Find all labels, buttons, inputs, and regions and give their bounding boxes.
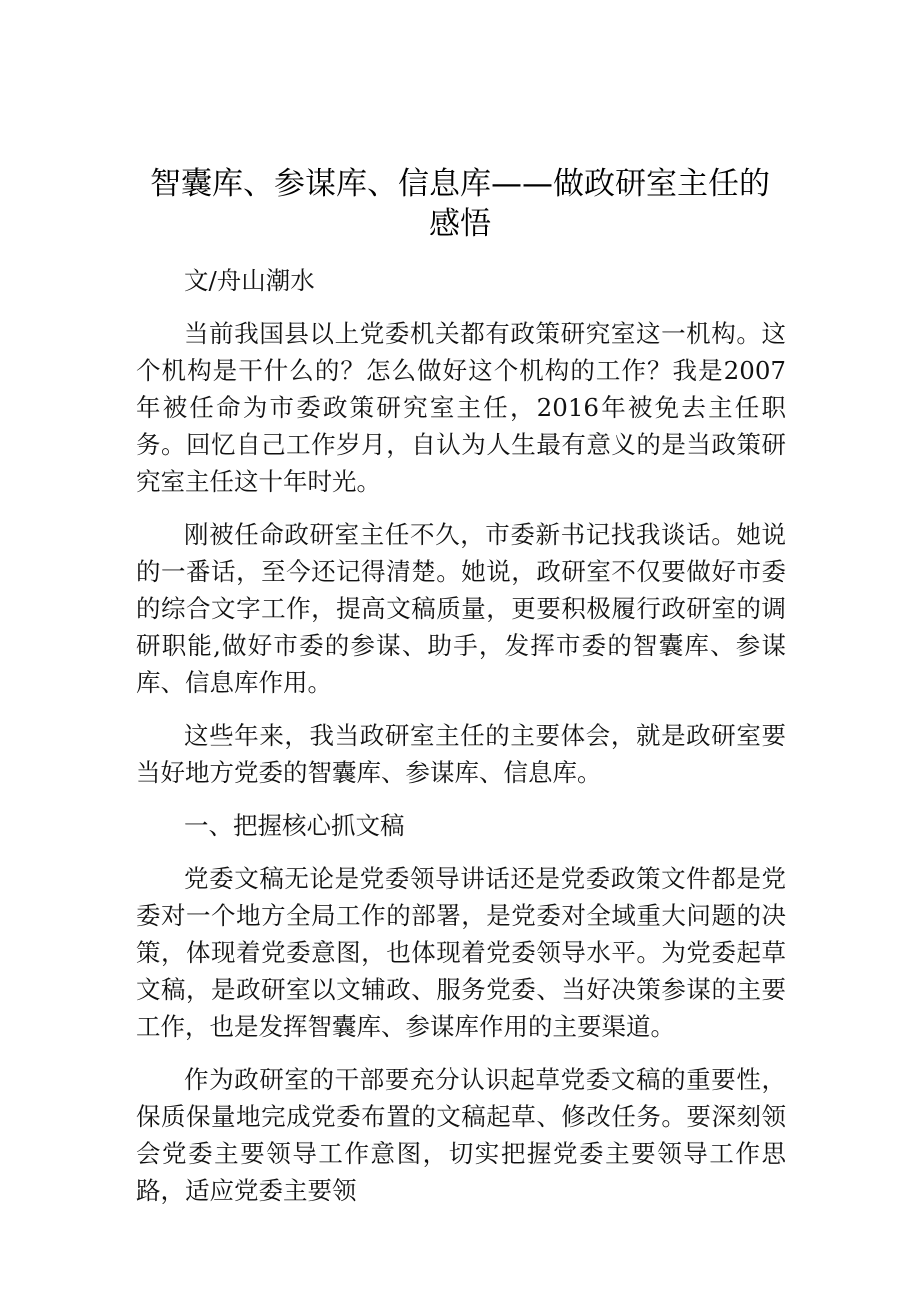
- author-byline: 文/舟山潮水: [184, 266, 315, 295]
- title-line-2: 感悟: [429, 206, 491, 242]
- section-heading-1: 一、把握核心抓文稿: [184, 811, 405, 840]
- paragraph-5: 作为政研室的干部要充分认识起草党委文稿的重要性，保质保量地完成党委布置的文稿起草、修改任务。要深刻领会党委主要领导工作意图，切实把握党委主要领导工作思路，适应党委主要领: [136, 1065, 786, 1205]
- paragraph-4: 党委文稿无论是党委领导讲话还是党委政策文件都是党委对一个地方全局工作的部署，是党委对全域重大问题的决策，体现着党委意图，也体现着党委领导水平。为党委起草文稿，是政研室以文辅政、服务党委、当好决策参谋的主要工作，也是发挥智囊库、参谋库作用的主要渠道。: [136, 864, 786, 1041]
- title-line-1: 智囊库、参谋库、信息库——做政研室主任的: [150, 166, 770, 202]
- paragraph-1: 当前我国县以上党委机关都有政策研究室这一机构。这个机构是干什么的？怎么做好这个机构的工作？我是2007年被任命为市委政策研究室主任，2016年被免去主任职务。回忆自己工作岁月，自认为人生最有意义的是当政策研究室主任这十年时光。: [136, 319, 786, 496]
- paragraph-2: 刚被任命政研室主任不久，市委新书记找我谈话。她说的一番话，至今还记得清楚。她说，政研室不仅要做好市委的综合文字工作，提高文稿质量，更要积极履行政研室的调研职能,做好市委的参谋、助手，发挥市委的智囊库、参谋库、信息库作用。: [136, 520, 786, 697]
- document-body: [136, 262, 786, 1225]
- paragraph-3: 这些年来，我当政研室主任的主要体会，就是政研室要当好地方党委的智囊库、参谋库、信息库。: [136, 721, 786, 787]
- document-title: [0, 164, 920, 244]
